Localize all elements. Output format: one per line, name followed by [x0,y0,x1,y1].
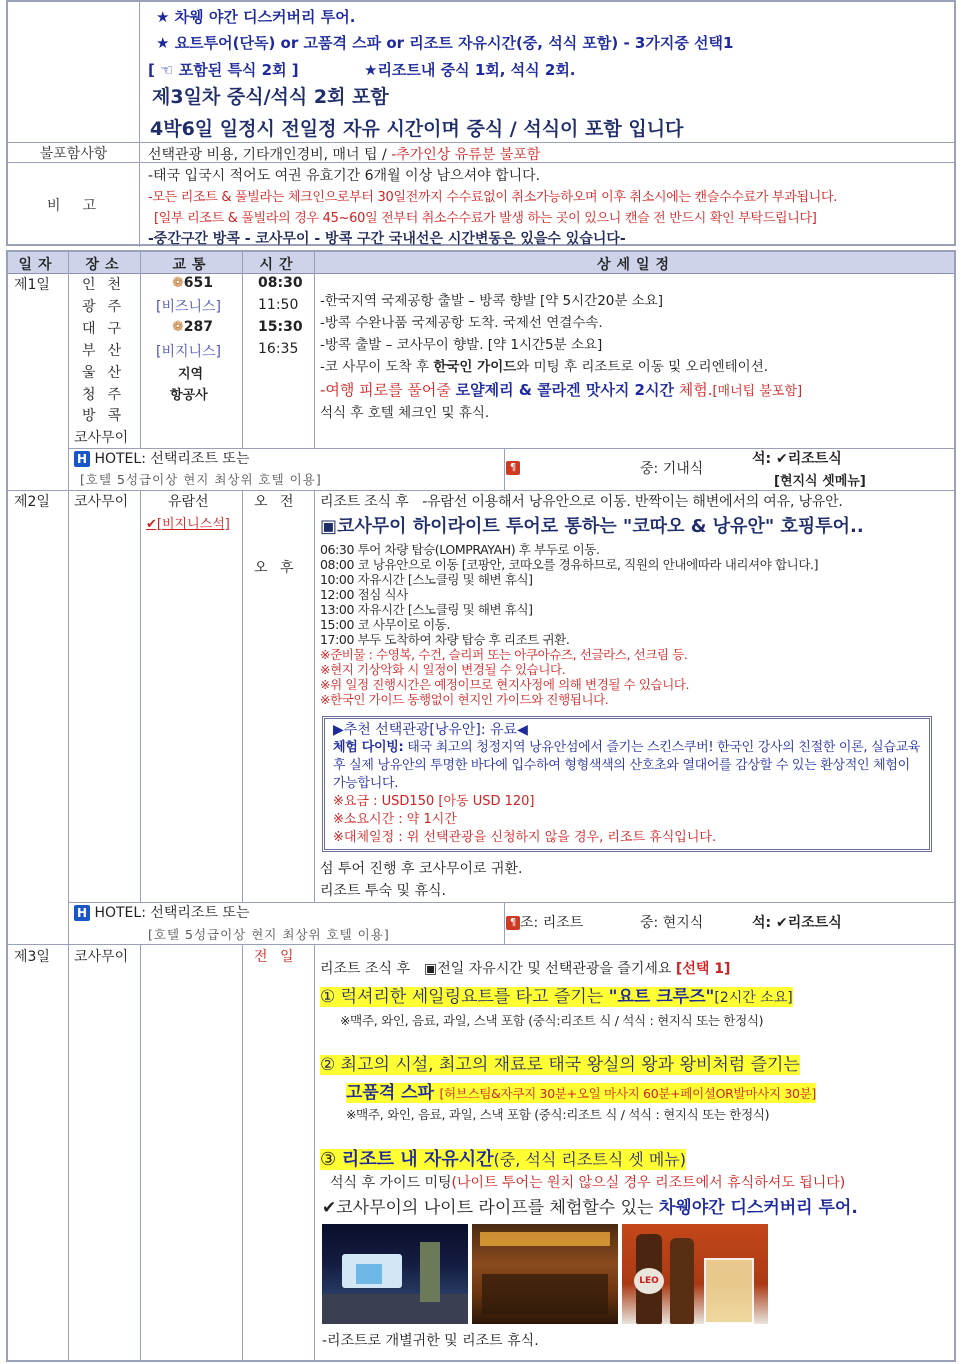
day1-dinner: 석: ✔리조트식 [752,451,842,467]
optional-tour-box [322,716,932,852]
option-1-duration: [2시간 소요] [714,990,793,1006]
excluded-text: 선택관광 비용, 기타개인경비, 매너 팁 / [148,147,387,163]
day1-time-3: 15:30 [258,319,303,335]
day3-intro [320,958,730,978]
day2-label: 제2일 [14,494,50,510]
summary-special-meals: [ ☜ 포함된 특식 2회 ] [148,61,299,79]
massage-tip: [매너팁 불포함] [712,384,803,399]
flight-2-number: 287 [183,319,213,335]
day1-sched-4 [320,357,768,379]
note-2: ※현지 기상악화 시 일정이 변경될 수 있습니다. [320,662,566,677]
restaurant-icon: ¶ [506,461,520,475]
day2-dinner: 석: ✔리조트식 [752,915,842,931]
summary-day3-meals: 제3일차 중식/석식 2회 포함 [152,86,389,108]
airline-region: 지역 [178,367,204,382]
note-domestic: -중간구간 방콕 - 코사무이 - 방콕 구간 국내선은 시간변동은 있을수 있습니다- [148,231,626,247]
day1-sched-1: -한국지역 국제공항 출발 – 방콕 향발 [약 5시간20분 소요] [320,293,664,309]
note-row [8,162,954,246]
option-1-name: "요트 크루즈" [608,987,715,1007]
flight-2 [172,319,213,335]
option-1-text [320,987,793,1007]
day2-breakfast-text: 조: 리조트 [520,915,584,931]
summary-box [6,0,956,246]
day2-hotel-text: HOTEL: 선택리조트 또는 [94,905,250,921]
day1-place-1: 인천 [82,277,134,293]
option-3-detail: (중, 석식 리조트식 셋 메뉴) [493,1150,686,1169]
option-2-name: 고품격 스파 [346,1083,435,1103]
note-cancel: -모든 리조트 & 풀빌라는 체크인으로부터 30일전까지 수수료없이 취소가능하오며 이후 취소시에는 캔슬수수료가 부과됩니다. [148,190,838,205]
flight-1 [172,275,213,291]
day3-night-text: ✔코사무이의 나이트 라이프를 체험할수 있는 [322,1198,654,1218]
summary-line-1: ★ 차웽 야간 디스커버리 투어. [156,8,356,26]
day1-lunch: 중: 기내식 [640,461,704,477]
table-header [8,252,954,274]
day2-pm: 오 후 [254,560,298,576]
day1-sched-5 [320,379,802,400]
day1-arrive: -코 사무이 도착 후 [320,359,430,375]
day3-guide [330,1172,845,1192]
flight-1-number: 651 [183,275,213,291]
day2-class: ✔[비지니스석] [146,517,230,532]
day2-end-1: 섬 투어 진행 후 코사무이로 귀환. [320,861,523,877]
day2-highlight: ▣코사무이 하이라이트 투어로 통하는 "코따오 & 낭유안" 호핑투어.. [320,516,864,537]
day1-hotel [74,448,249,468]
day1-sched-3: -방콕 출발 – 코사무이 향발. [약 1시간5분 소요] [320,337,603,353]
restaurant-icon: ¶ [506,916,520,930]
option-3 [320,1145,686,1171]
day2-lunch: 중: 현지식 [640,915,704,931]
excluded-label: 불포함사항 [8,143,140,163]
day1-label: 제1일 [14,277,50,293]
opt-body: 태국 최고의 청정지역 낭유안섬에서 즐기는 스킨스쿠버! 한국인 강사의 친절한 이론, 실습교육후 실제 낭유안의 투명한 바다에 입수하여 형형색색의 산호초와 열대어를 감상할 수 있는 환상적인 체험이 가능합니다. [333,740,921,791]
timeline-1: 06:30 투어 차량 탑승(LOMPRAYAH) 후 부두로 이동. [320,542,600,557]
day1-orientation: 와 미팅 후 리조트로 이동 및 오리엔테이션. [516,359,769,375]
day1-hotel-sub: [호텔 5성급이상 현지 최상위 호텔 이용] [80,472,322,487]
day3-night [322,1193,858,1218]
header-place: 장소 [85,257,125,273]
massage-exp: 체험. [678,381,713,399]
day1-time-4: 16:35 [258,341,299,357]
airline-logo-icon: ❁ [172,319,184,335]
day3-night-tour: 차웽야간 디스커버리 투어. [658,1198,858,1218]
day1-place-3: 대구 [82,321,134,337]
day3-guide-note: (나이트 투어는 원치 않으실 경우 리조트에서 휴식하셔도 됩니다) [451,1175,846,1191]
day3-label: 제3일 [14,949,50,965]
beer-label: LEO [634,1268,664,1294]
day3-time: 전 일 [254,949,298,965]
opt-head: 체험 다이빙: [333,740,404,755]
flight-1-class: [비즈니스] [156,299,222,315]
day1-place-6: 청주 [82,387,134,403]
day1-time-2: 11:50 [258,297,299,313]
hotel-icon: H [74,451,90,467]
option-2-detail: [허브스팀&자쿠지 30분+오일 마사지 60분+페이셜OR발마사지 30분] [439,1086,816,1101]
note-4: ※한국인 가이드 동행없이 현지인 가이드와 진행됩니다. [320,692,609,707]
summary-line-2: ★ 요트투어(단독) or 고품격 스파 or 리조트 자유시간(중, 석식 포함) - 3가지중 선택1 [156,34,734,52]
option-1-num: ① [320,987,336,1007]
bar-street-photo [472,1224,618,1324]
option-3-name: 리조트 내 자유시간 [341,1149,494,1170]
flight-2-class: [비지니스] [156,344,222,360]
option-1 [320,982,793,1007]
summary-resort-meals: ★리조트내 중식 1회, 석식 2회. [364,61,576,79]
timeline-7: 17:00 부두 도착하여 차량 탑승 후 리조트 귀환. [320,632,570,647]
option-1-note: ※맥주, 와인, 음료, 과일, 스낵 포함 (중식:리조트 식 / 석식 : 현지식 또는 한정식) [340,1013,764,1028]
summary-label-cell [8,2,140,142]
day1-place-5: 울산 [82,365,134,381]
note-3: ※위 일정 진행시간은 예정이므로 현지사정에 의해 변경될 수 있습니다. [320,677,690,692]
option-2-num: ② [320,1055,336,1075]
day3-end: -리조트로 개별귀한 및 리조트 휴식. [322,1333,539,1349]
day1-meal-icon [506,460,520,476]
day2-breakfast [506,912,583,932]
timeline-6: 15:00 코 사무이로 이동. [320,617,451,632]
option-1-desc: 럭셔리한 세일링요트를 타고 즐기는 [340,987,604,1007]
note-passport: -태국 입국시 적어도 여권 유효기간 6개월 이상 남으셔야 합니다. [148,168,541,184]
airline-label: 항공사 [170,388,208,403]
timeline-5: 13:00 자유시간 [스노클링 및 해변 휴식] [320,602,533,617]
note-cancel-partial: [일부 리조트 & 풀빌라의 경우 45~60일 전부터 취소수수료가 발생 하는 곳이 있으니 캔슬 전 반드시 확인 부탁드립니다] [154,211,817,226]
day1-place-7: 방콕 [82,408,134,424]
day1-time-1: 08:30 [258,275,303,291]
header-detail: 상세일정 [596,257,676,273]
day2-hotel-sub: [호텔 5성급이상 현지 최상위 호텔 이용] [148,927,390,942]
korean-guide: 한국인 가이드 [433,359,517,375]
summary-4n6d: 4박6일 일정시 전일정 자유 시간이며 중식 / 석식이 포함 입니다 [150,118,684,140]
beer-photo [622,1224,768,1324]
day1-dinner-sub: [현지식 셋메뉴] [774,474,866,489]
option-3-num: ③ [320,1149,337,1170]
day2-end-2: 리조트 투숙 및 휴식. [320,883,446,899]
day3-guide-text: 석식 후 가이드 미팅 [330,1175,452,1191]
excluded-row [8,142,954,162]
day3-intro-text: 리조트 조식 후 ▣전일 자유시간 및 선택관광을 즐기세요 [320,961,672,977]
day1-sched-6: 석식 후 호텔 체크인 및 휴식. [320,405,490,421]
day2-am: 오 전 [254,494,298,510]
excluded-fuel: -추가인상 유류분 불포함 [391,147,541,163]
day1-sched-2: -방콕 수완나품 국제공항 도착. 국제선 연결수속. [320,315,603,331]
opt-title: ▶추천 선택관광[낭유안]: 유료◀ [333,722,528,738]
opt-duration: ※소요시간 : 약 1시간 [333,812,457,827]
note-1: ※준비물 : 수영복, 수건, 슬리퍼 또는 아쿠아슈즈, 선글라스, 선크림 등. [320,647,688,662]
hotel-icon: H [74,905,90,921]
day1-place-2: 광주 [82,299,134,315]
day2-hotel [74,902,249,922]
day2-place: 코사무이 [74,494,129,510]
option-2-note: ※맥주, 와인, 음료, 과일, 스낵 포함 (중식:리조트 식 / 석식 : 현지식 또는 한정식) [346,1107,770,1122]
massage-intro: -여행 피로를 풀어줄 [320,381,451,399]
note-label: 비 고 [8,163,140,247]
header-time: 시간 [259,257,299,273]
option-2-desc: 최고의 시설, 최고의 재료로 태국 왕실의 왕과 왕비처럼 즐기는 [340,1055,800,1075]
timeline-4: 12:00 점심 식사 [320,587,408,602]
option-2b-text [346,1083,816,1103]
day1-place-8: 코사무이 [74,430,129,446]
timeline-3: 10:00 자유시간 [스노클링 및 해변 휴식] [320,572,533,587]
day2-intro: 리조트 조식 후 -유람선 이용해서 낭유안으로 이동. 반짝이는 해변에서의 여유, 낭유안. [320,494,843,510]
massage-name: 로얄제리 & 콜라겐 맛사지 2시간 [455,381,674,399]
day2-transport: 유람선 [168,494,209,510]
day1-place-4: 부산 [82,343,134,359]
header-day: 일자 [18,257,58,273]
option-2-text [320,1055,800,1075]
opt-desc [333,739,921,793]
timeline-2: 08:00 코 낭유안으로 이동 [코팡안, 코따오를 경유하므로, 직원의 안내에따라 내리셔야 합니다.] [320,557,819,572]
option-2b [346,1078,816,1103]
day1-hotel-text: HOTEL: 선택리조트 또는 [94,451,250,467]
day3-choice: [선택 1] [675,961,731,977]
day3-place: 코사무이 [74,949,129,965]
night-market-photo [322,1224,468,1324]
opt-price: ※요금 : USD150 [아동 USD 120] [333,794,535,809]
option-3-text [320,1149,686,1170]
airline-logo-icon: ❁ [172,275,184,291]
header-transport: 교통 [172,257,212,273]
option-2 [320,1050,800,1075]
opt-alternative: ※대체일정 : 위 선택관광을 신청하지 않을 경우, 리조트 휴식입니다. [333,830,717,845]
excluded-value [148,144,950,164]
